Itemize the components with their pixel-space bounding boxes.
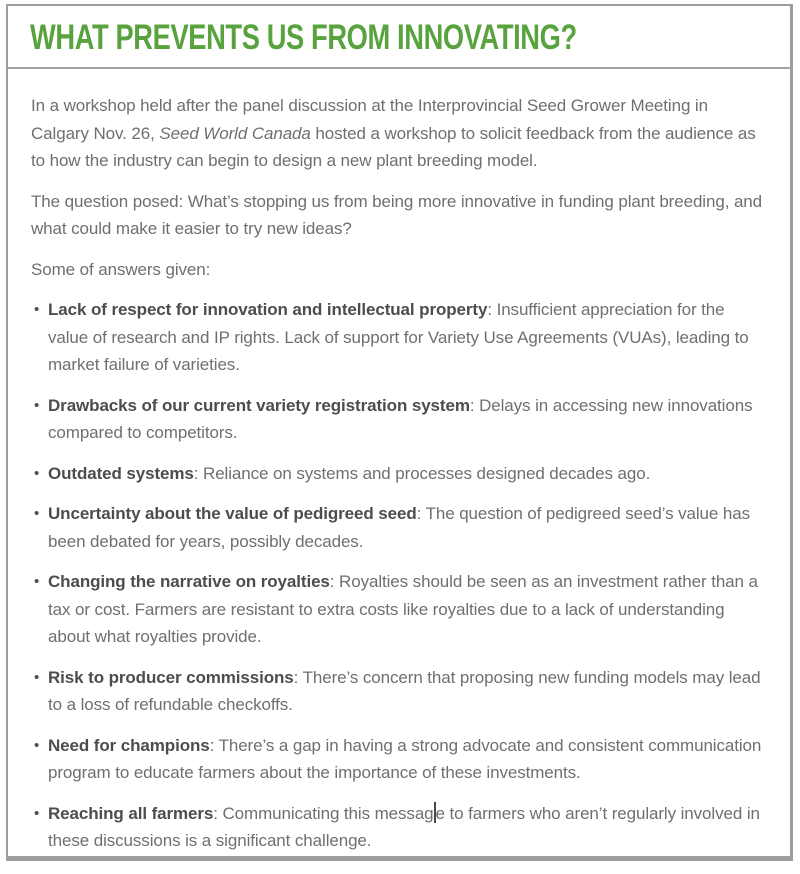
bullet-text [48, 500, 766, 555]
bullet-item [34, 664, 766, 719]
bullet-bold-lead: Need for champions [48, 735, 210, 755]
bullet-rest: : Royalties should be seen as an investment rather than a tax or cost. Farmers are resistant to extra costs like royalties due to a lack of understanding about what royalties provide. [48, 572, 758, 646]
bullet-text [48, 732, 766, 787]
bullet-icon: • [34, 736, 40, 754]
bullet-item [34, 296, 766, 379]
intro-text-after: hosted a workshop to solicit feedback from the audience as to how the industry can begin to design a new plant breeding model. [31, 123, 756, 170]
bullet-icon: • [34, 464, 40, 482]
page-title: WHAT PREVENTS US FROM INNOVATING? [30, 18, 577, 57]
bullet-text [48, 392, 766, 447]
bullet-icon: • [34, 573, 40, 590]
answers-intro: Some of answers given: [31, 259, 211, 279]
bullet-rest: : Insufficient appreciation for the value of research and IP rights. Lack of support for Variety Use Agreements (VUAs), leading to market failure of varieties. [48, 300, 749, 374]
intro-text-before: In a workshop held after the panel discussion at the Interprovincial Seed Grower Meeting in Calgary Nov. 26, [31, 96, 708, 143]
bullet-rest: : There’s concern that proposing new funding models may lead to a loss of refundable checkoffs. [48, 667, 761, 714]
bullet-item [34, 732, 766, 787]
bullet-icon: • [34, 505, 40, 522]
bullet-rest: : There’s a gap in having a strong advocate and consistent communication program to educate farmers about the importance of these investments. [48, 735, 762, 782]
bullet-icon: • [34, 301, 40, 318]
bullet-icon: • [34, 668, 40, 686]
bullet-text [48, 664, 766, 719]
bullet-rest-after-caret: e to farmers who aren’t regularly involved in these discussions is a significant challenge. [48, 803, 760, 850]
question-paragraph: The question posed: What’s stopping us from being more innovative in funding plant breeding, and what could make it easier to try new ideas? [31, 191, 763, 238]
bullet-icon: • [34, 396, 40, 414]
bullet-bold-lead: Reaching all farmers [48, 803, 214, 823]
bullet-item [34, 568, 766, 651]
bullet-item [34, 460, 766, 488]
bullet-rest: : The question of pedigreed seed’s value has been debated for years, possibly decades. [48, 504, 750, 551]
bullet-text [48, 460, 766, 488]
bullet-item [34, 800, 766, 855]
bullet-rest: : Reliance on systems and processes designed decades ago. [193, 463, 651, 483]
bullet-list [31, 296, 766, 855]
bullet-rest-before-caret: : Communicating this messag [213, 803, 434, 823]
bullet-text [48, 568, 766, 651]
bullet-text [48, 296, 766, 379]
bullet-bold-lead: Uncertainty about the value of pedigreed seed [48, 504, 417, 523]
bullet-item [34, 500, 766, 555]
bullet-bold-lead: Changing the narrative on royalties [48, 572, 330, 591]
bullet-bold-lead: Risk to producer commissions [48, 667, 294, 687]
bullet-text [48, 800, 766, 855]
card-body [8, 69, 790, 855]
bullet-icon: • [34, 804, 40, 822]
bullet-rest: : Delays in accessing new innovations compared to competitors. [48, 395, 753, 442]
bullet-item [34, 392, 766, 447]
bullet-bold-lead: Outdated systems [48, 463, 194, 483]
bullet-bold-lead: Lack of respect for innovation and intellectual property [48, 300, 488, 319]
card-header [8, 6, 790, 69]
intro-paragraph [31, 92, 766, 175]
publication-name: Seed World Canada [159, 123, 311, 143]
article-card [6, 4, 793, 861]
bullet-bold-lead: Drawbacks of our current variety registration system [48, 395, 470, 415]
